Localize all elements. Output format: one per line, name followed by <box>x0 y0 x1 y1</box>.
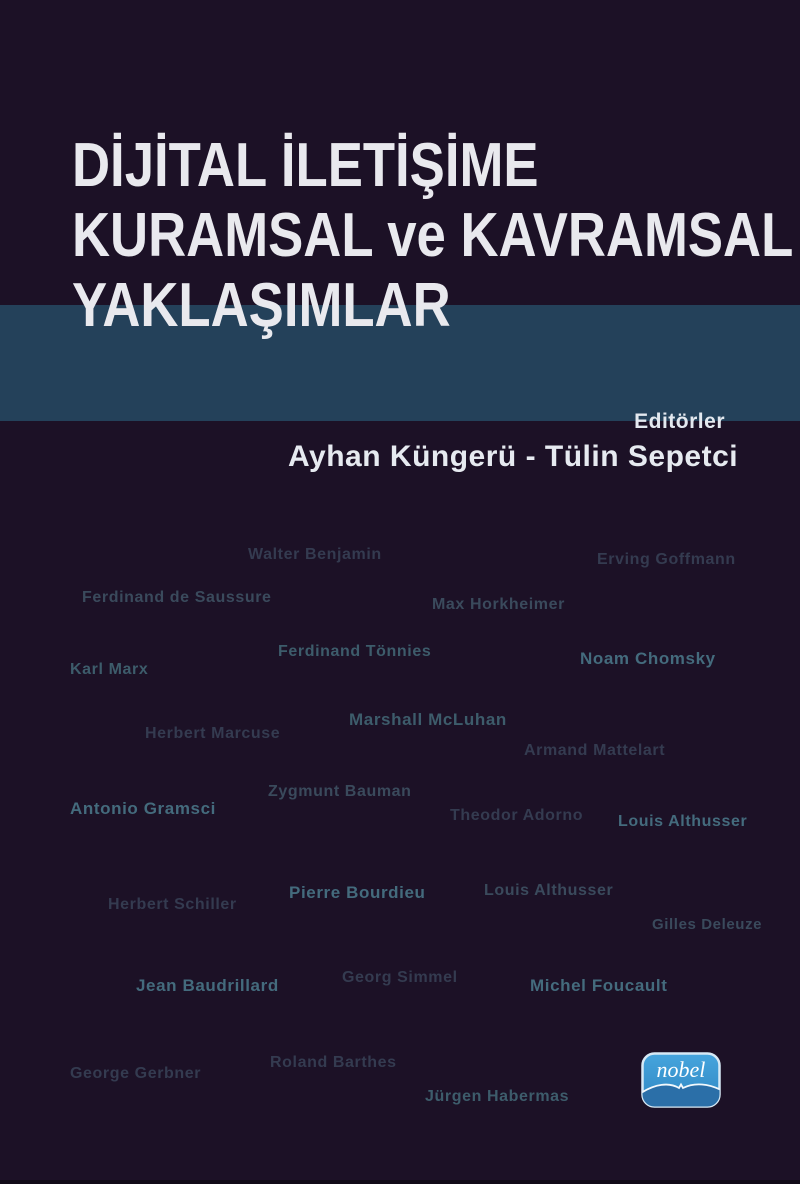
theorist-name: Herbert Marcuse <box>145 725 281 742</box>
theorist-name: Herbert Schiller <box>108 896 237 913</box>
theorist-name: Michel Foucault <box>530 976 668 995</box>
editors-label: Editörler <box>634 410 725 433</box>
theorist-name: Marshall McLuhan <box>349 710 507 729</box>
nobel-logo <box>641 1052 721 1108</box>
book-title-line-2: KURAMSAL ve KAVRAMSAL <box>72 201 794 270</box>
theorist-name: Walter Benjamin <box>248 546 382 563</box>
theorist-name: Zygmunt Bauman <box>268 783 412 800</box>
book-title-line-1: DİJİTAL İLETİŞİME <box>72 131 539 200</box>
theorist-name: George Gerbner <box>70 1065 202 1082</box>
book-title-line-3: YAKLAŞIMLAR <box>72 271 451 340</box>
nobel-logo-graphic <box>641 1052 721 1108</box>
book-title <box>72 131 800 341</box>
editors-names: Ayhan Küngerü - Tülin Sepetci <box>288 440 739 473</box>
theorist-name: Max Horkheimer <box>432 596 565 613</box>
theorist-name: Erving Goffmann <box>597 551 736 568</box>
theorist-name: Armand Mattelart <box>524 742 666 759</box>
theorist-name: Georg Simmel <box>342 969 458 986</box>
theorist-name: Louis Althusser <box>484 882 614 899</box>
theorist-name: Theodor Adorno <box>450 807 584 824</box>
theorist-name: Antonio Gramsci <box>70 799 216 818</box>
theorist-name: Roland Barthes <box>270 1054 397 1071</box>
theorist-name: Pierre Bourdieu <box>289 883 426 902</box>
theorist-name: Gilles Deleuze <box>652 916 763 933</box>
bottom-edge-shade <box>0 1180 800 1184</box>
logo-wordmark: nobel <box>656 1057 706 1082</box>
theorist-name: Ferdinand Tönnies <box>278 643 432 660</box>
theorist-name: Jean Baudrillard <box>136 976 279 995</box>
theorist-name: Louis Althusser <box>618 813 748 830</box>
theorist-name: Noam Chomsky <box>580 649 716 668</box>
theorist-name: Ferdinand de Saussure <box>82 589 272 606</box>
theorist-name: Karl Marx <box>70 661 149 678</box>
theorist-name: Jürgen Habermas <box>425 1088 570 1105</box>
